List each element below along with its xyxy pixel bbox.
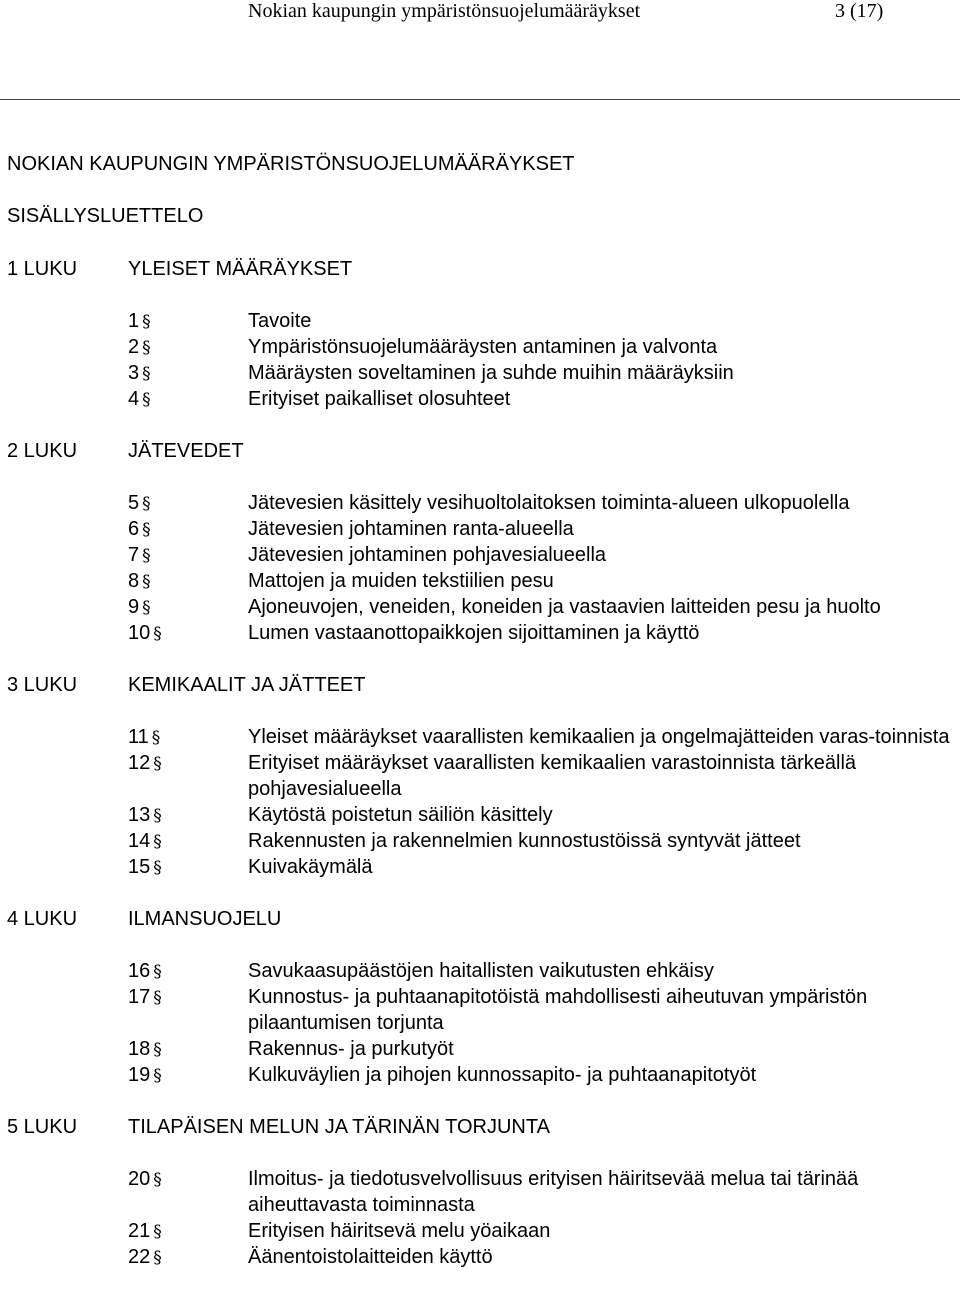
section-number-text: 7 bbox=[128, 544, 140, 566]
section-number-text: 3 bbox=[128, 362, 140, 384]
section-number bbox=[128, 984, 174, 1011]
section-sign-icon: § bbox=[153, 1222, 162, 1242]
section-number-text: 11 bbox=[128, 726, 149, 748]
section-title: Savukaasupäästöjen haitallisten vaikutusten ehkäisy bbox=[248, 960, 714, 982]
document-title: NOKIAN KAUPUNGIN YMPÄRISTÖNSUOJELUMÄÄRÄYKSET bbox=[7, 153, 575, 175]
section-title: Yleiset määräykset vaarallisten kemikaalien ja ongelmajätteiden varas-toinnista bbox=[248, 726, 950, 748]
section-title: Ajoneuvojen, veneiden, koneiden ja vastaavien laitteiden pesu ja huolto bbox=[248, 596, 881, 618]
toc-section bbox=[0, 308, 960, 334]
section-number-text: 19 bbox=[128, 1064, 151, 1086]
section-sign-icon: § bbox=[142, 572, 151, 592]
section-number bbox=[128, 958, 174, 985]
chapter-sections bbox=[0, 958, 960, 1088]
section-number-text: 2 bbox=[128, 336, 140, 358]
chapter-sections bbox=[0, 1166, 960, 1270]
section-number bbox=[128, 1244, 174, 1271]
chapter-number: 3 LUKU bbox=[7, 674, 78, 696]
chapter-sections bbox=[0, 724, 960, 880]
section-sign-icon: § bbox=[142, 364, 151, 384]
section-sign-icon: § bbox=[153, 1170, 162, 1190]
toc-section bbox=[0, 854, 960, 880]
section-number-text: 1 bbox=[128, 310, 140, 332]
toc-section bbox=[0, 620, 960, 646]
chapter-sections bbox=[0, 308, 960, 412]
toc-title: SISÄLLYSLUETTELO bbox=[7, 205, 204, 227]
section-number bbox=[128, 360, 174, 387]
section-number bbox=[128, 516, 174, 543]
toc-section bbox=[0, 958, 960, 984]
section-title: Ympäristönsuojelumääräysten antaminen ja valvonta bbox=[248, 336, 718, 358]
toc-section bbox=[0, 1062, 960, 1088]
toc-section bbox=[0, 802, 960, 828]
toc-section bbox=[0, 516, 960, 542]
section-title: Määräysten soveltaminen ja suhde muihin määräyksiin bbox=[248, 362, 734, 384]
section-sign-icon: § bbox=[142, 494, 151, 514]
section-sign-icon: § bbox=[142, 546, 151, 566]
section-number-text: 17 bbox=[128, 986, 151, 1008]
toc-section bbox=[0, 1166, 960, 1218]
section-sign-icon: § bbox=[153, 988, 162, 1008]
section-number bbox=[128, 308, 174, 335]
section-number-text: 14 bbox=[128, 830, 151, 852]
section-title: Rakennusten ja rakennelmien kunnostustöissä syntyvät jätteet bbox=[248, 830, 801, 852]
toc-chapter bbox=[0, 256, 960, 282]
toc-section bbox=[0, 1036, 960, 1062]
chapter-number: 2 LUKU bbox=[7, 440, 78, 462]
chapter-title: YLEISET MÄÄRÄYKSET bbox=[128, 258, 353, 280]
toc-section bbox=[0, 490, 960, 516]
header-title: Nokian kaupungin ympäristönsuojelumääräykset bbox=[248, 0, 641, 22]
section-number-text: 15 bbox=[128, 856, 151, 878]
section-number-text: 6 bbox=[128, 518, 140, 540]
section-title: Jätevesien johtaminen ranta-alueella bbox=[248, 518, 574, 540]
section-number-text: 5 bbox=[128, 492, 140, 514]
toc-section bbox=[0, 386, 960, 412]
section-number bbox=[128, 490, 174, 517]
section-title: Kulkuväylien ja pihojen kunnossapito- ja puhtaanapitotyöt bbox=[248, 1064, 757, 1086]
toc-section bbox=[0, 568, 960, 594]
toc-chapter bbox=[0, 438, 960, 464]
section-number-text: 20 bbox=[128, 1168, 151, 1190]
section-number bbox=[128, 750, 174, 777]
toc-section bbox=[0, 724, 960, 750]
page-number: 3 (17) bbox=[835, 0, 884, 22]
section-number bbox=[128, 1166, 174, 1193]
chapter-number: 5 LUKU bbox=[7, 1116, 78, 1138]
section-title: Erityisen häiritsevä melu yöaikaan bbox=[248, 1220, 551, 1242]
section-sign-icon: § bbox=[142, 390, 151, 410]
chapter-title: ILMANSUOJELU bbox=[128, 908, 282, 930]
section-sign-icon: § bbox=[142, 598, 151, 618]
chapter-sections bbox=[0, 490, 960, 646]
section-title: Erityiset paikalliset olosuhteet bbox=[248, 388, 511, 410]
toc-section bbox=[0, 360, 960, 386]
section-sign-icon: § bbox=[153, 806, 162, 826]
section-number bbox=[128, 1218, 174, 1245]
section-sign-icon: § bbox=[142, 338, 151, 358]
section-number bbox=[128, 1062, 174, 1089]
section-title: Rakennus- ja purkutyöt bbox=[248, 1038, 454, 1060]
section-number bbox=[128, 542, 174, 569]
page-header bbox=[0, 0, 960, 24]
section-number bbox=[128, 802, 174, 829]
toc-section bbox=[0, 542, 960, 568]
toc-section bbox=[0, 334, 960, 360]
section-sign-icon: § bbox=[142, 312, 151, 332]
section-number bbox=[128, 568, 174, 595]
section-number-text: 16 bbox=[128, 960, 151, 982]
section-sign-icon: § bbox=[153, 1248, 162, 1268]
section-title: Käytöstä poistetun säiliön käsittely bbox=[248, 804, 553, 826]
toc-chapter bbox=[0, 1114, 960, 1140]
header-divider bbox=[0, 99, 960, 100]
section-number bbox=[128, 1036, 174, 1063]
chapter-number: 4 LUKU bbox=[7, 908, 78, 930]
section-title: Äänentoistolaitteiden käyttö bbox=[248, 1246, 493, 1268]
section-number bbox=[128, 828, 174, 855]
section-number-text: 18 bbox=[128, 1038, 151, 1060]
section-title: Lumen vastaanottopaikkojen sijoittaminen ja käyttö bbox=[248, 622, 700, 644]
section-title: Kunnostus- ja puhtaanapitotöistä mahdollisesti aiheutuvan ympäristön pilaantumisen torjunta bbox=[248, 986, 868, 1034]
chapter-title: KEMIKAALIT JA JÄTTEET bbox=[128, 674, 366, 696]
section-number-text: 21 bbox=[128, 1220, 151, 1242]
toc-section bbox=[0, 750, 960, 802]
toc-section bbox=[0, 828, 960, 854]
toc-section bbox=[0, 1244, 960, 1270]
section-title: Erityiset määräykset vaarallisten kemikaalien varastoinnista tärkeällä pohjavesialueella bbox=[248, 752, 857, 800]
section-number-text: 8 bbox=[128, 570, 140, 592]
section-sign-icon: § bbox=[153, 624, 162, 644]
section-sign-icon: § bbox=[153, 1066, 162, 1086]
section-number-text: 22 bbox=[128, 1246, 151, 1268]
toc-chapter bbox=[0, 906, 960, 932]
chapter-title: JÄTEVEDET bbox=[128, 440, 244, 462]
section-number bbox=[128, 386, 174, 413]
section-sign-icon: § bbox=[153, 754, 162, 774]
section-sign-icon: § bbox=[142, 520, 151, 540]
section-title: Kuivakäymälä bbox=[248, 856, 373, 878]
section-number-text: 9 bbox=[128, 596, 140, 618]
chapter-title: TILAPÄISEN MELUN JA TÄRINÄN TORJUNTA bbox=[128, 1116, 550, 1138]
section-number-text: 10 bbox=[128, 622, 151, 644]
section-number bbox=[128, 854, 174, 881]
section-number bbox=[128, 620, 174, 647]
section-number-text: 4 bbox=[128, 388, 140, 410]
section-title: Mattojen ja muiden tekstiilien pesu bbox=[248, 570, 554, 592]
chapter-number: 1 LUKU bbox=[7, 258, 78, 280]
section-title: Ilmoitus- ja tiedotusvelvollisuus erityisen häiritsevää melua tai tärinää aiheuttavasta toiminnasta bbox=[248, 1168, 859, 1216]
table-of-contents bbox=[0, 256, 960, 1296]
section-title: Jätevesien käsittely vesihuoltolaitoksen toiminta-alueen ulkopuolella bbox=[248, 492, 850, 514]
section-sign-icon: § bbox=[151, 728, 161, 748]
toc-section bbox=[0, 1218, 960, 1244]
section-title: Jätevesien johtaminen pohjavesialueella bbox=[248, 544, 607, 566]
toc-chapter bbox=[0, 672, 960, 698]
toc-section bbox=[0, 984, 960, 1036]
section-sign-icon: § bbox=[153, 1040, 162, 1060]
section-title: Tavoite bbox=[248, 310, 312, 332]
section-sign-icon: § bbox=[153, 832, 162, 852]
section-number bbox=[128, 594, 174, 621]
section-number-text: 13 bbox=[128, 804, 151, 826]
toc-section bbox=[0, 594, 960, 620]
section-number bbox=[128, 334, 174, 361]
section-sign-icon: § bbox=[153, 962, 162, 982]
section-number-text: 12 bbox=[128, 752, 151, 774]
section-number bbox=[128, 724, 174, 751]
section-sign-icon: § bbox=[153, 858, 162, 878]
